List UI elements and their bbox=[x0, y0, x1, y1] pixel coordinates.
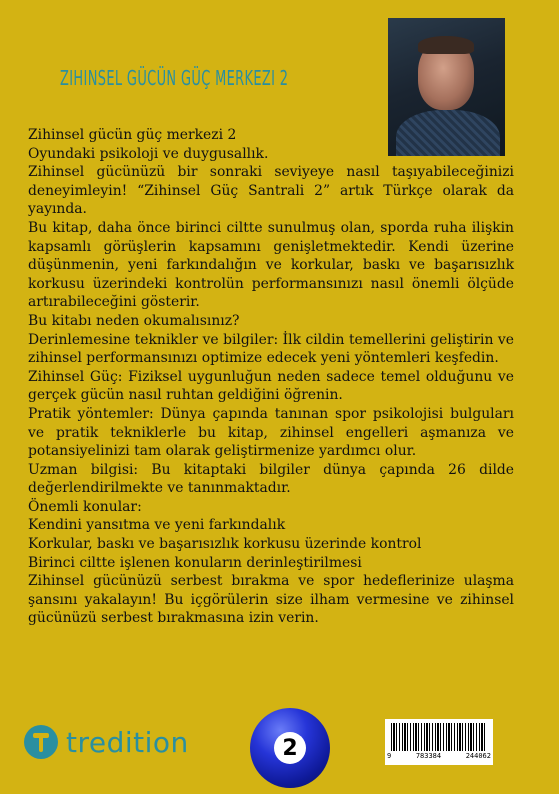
blurb-paragraph: Zihinsel gücün güç merkezi 2 bbox=[28, 127, 237, 143]
barcode-digits-right: 244062 bbox=[465, 752, 491, 760]
volume-ball-icon bbox=[250, 708, 330, 788]
blurb-paragraph: Derinlemesine teknikler ve bilgiler: İlk cildin temellerini geliştirin ve zihinsel performansınızı optimize edecek yeni yöntemleri keşfedin. bbox=[28, 331, 514, 367]
isbn-barcode bbox=[385, 719, 493, 765]
volume-number: 2 bbox=[274, 732, 306, 764]
blurb-paragraph: Zihinsel gücünüzü bir sonraki seviyeye nasıl taşıyabileceğinizi deneyimleyin! “Zihinsel Güç Santrali 2” artık Türkçe olarak da yayında. bbox=[28, 164, 514, 218]
barcode-bars bbox=[391, 723, 487, 751]
blurb-paragraph: Bu kitap, daha önce birinci ciltte sunulmuş olan, sporda ruha ilişkin kapsamlı görüşlerin kapsamını genişletmektedir. Kendi üzerine düşünmenin, yeni farkındalığın ve korkular, baskı ve başarısızlık korkusu üzerindeki kontrolün performansınızı nasıl önemli ölçüde artırabileceğini gösterir. bbox=[28, 219, 514, 311]
blurb-paragraph: Zihinsel Güç: Fiziksel uygunluğun neden sadece temel olduğunu ve gerçek gücün nasıl ruhtan geldiğini öğrenin. bbox=[28, 368, 514, 404]
tredition-logo-icon bbox=[24, 725, 58, 759]
blurb-text bbox=[28, 126, 514, 628]
blurb-paragraph: Pratik yöntemler: Dünya çapında tanınan spor psikolojisi bulguları ve pratik tekniklerle bu kitap, zihinsel engelleri aşmanıza ve potansiyelinizi tam olarak geliştirmenize yardımcı olur. bbox=[28, 405, 514, 460]
blurb-paragraph: Korkular, baskı ve başarısızlık korkusu üzerinde kontrol bbox=[28, 536, 422, 553]
blurb-paragraph: Önemli konular: bbox=[28, 498, 142, 515]
blurb-paragraph: Kendini yansıtma ve yeni farkındalık bbox=[28, 517, 286, 534]
publisher-logo bbox=[24, 725, 189, 759]
blurb-paragraph: Zihinsel gücünüzü serbest bırakma ve spor hedeflerinize ulaşma şansını yakalayın! Bu içgörülerin size ilham vermesine ve zihinsel gücünüzü serbest bırakmasına izin verin. bbox=[28, 573, 514, 627]
barcode-number bbox=[387, 752, 491, 760]
blurb-paragraph: Oyundaki psikoloji ve duygusallık. bbox=[28, 145, 269, 162]
cover-title: ZIHINSEL GÜCÜN GÜÇ MERKEZI 2 bbox=[60, 66, 289, 90]
publisher-name: tredition bbox=[66, 725, 189, 759]
blurb-paragraph: Uzman bilgisi: Bu kitaptaki bilgiler dünya çapında 26 dilde değerlendirilmekte ve tanınmaktadır. bbox=[28, 461, 514, 497]
author-hair bbox=[418, 36, 474, 54]
barcode-digit-left: 9 bbox=[387, 752, 392, 760]
blurb-paragraph: Birinci ciltte işlenen konuların derinleştirilmesi bbox=[28, 554, 362, 571]
blurb-paragraph: Bu kitabı neden okumalısınız? bbox=[28, 312, 240, 329]
barcode-digits-mid: 783384 bbox=[415, 752, 442, 760]
